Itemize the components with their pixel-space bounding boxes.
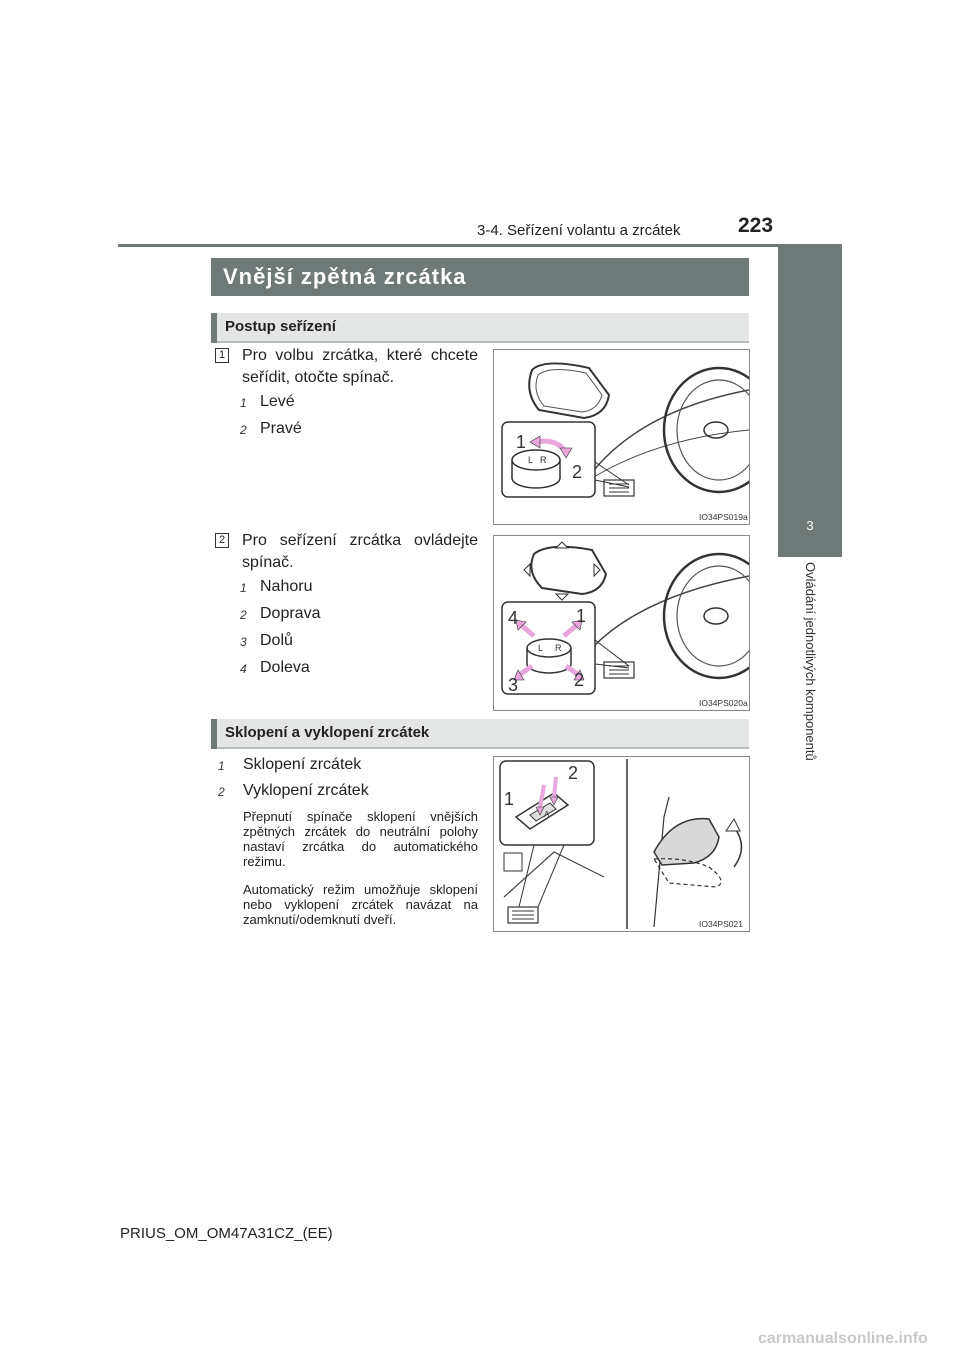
figure-mirror-fold-drawing	[494, 757, 749, 931]
item-number: 1	[240, 581, 247, 595]
item-number: 2	[240, 423, 247, 437]
header-section-title: 3-4. Seřízení volantu a zrcátek	[477, 222, 681, 239]
item-number: 2	[218, 785, 225, 799]
item-number: 4	[240, 662, 247, 676]
item-label: Vyklopení zrcátek	[243, 782, 369, 799]
step-number-box: 2	[215, 533, 229, 548]
item-label: Sklopení zrcátek	[243, 756, 362, 773]
step-text: Pro seřízení zrcátka ovládejte spínač.	[242, 532, 478, 571]
figure-callout-label: 4	[508, 608, 519, 628]
figure-callout-label: 3	[508, 675, 519, 695]
item-label: Nahoru	[260, 578, 313, 595]
switch-letter: L	[528, 455, 534, 465]
item-number: 1	[240, 396, 247, 410]
section-heading-adjust	[211, 313, 749, 343]
section-heading-fold	[211, 719, 749, 749]
figure-callout-label: 1	[504, 789, 515, 809]
chapter-number: 3	[806, 518, 814, 533]
note-neutral-position: Přepnutí spínače sklopení vnějších zpětných zrcátek do neutrální polohy nastaví zrcátka do automatického režimu.	[243, 809, 478, 869]
figure-code: IO34PS020a	[699, 698, 748, 708]
figure-callout-label: 2	[572, 462, 583, 482]
item-label: Levé	[260, 393, 295, 410]
chapter-side-label	[778, 562, 842, 802]
header-rule	[118, 244, 842, 247]
figure-mirror-fold	[493, 756, 750, 932]
section-heading-text: Sklopení a vyklopení zrcátek	[225, 724, 430, 741]
main-title-banner	[211, 258, 749, 296]
step-text: Pro volbu zrcátka, které chcete seřídit, otočte spínač.	[242, 347, 478, 386]
figure-code: IO34PS019a	[699, 512, 748, 522]
figure-mirror-select-drawing	[494, 350, 749, 524]
item-number: 1	[218, 759, 225, 773]
item-label: Pravé	[260, 420, 302, 437]
item-label: Doleva	[260, 659, 310, 676]
switch-letter: L	[538, 643, 544, 653]
figure-mirror-select	[493, 349, 750, 525]
figure-callout-label: 2	[574, 670, 585, 690]
page-number: 223	[738, 214, 774, 237]
chapter-side-label-text: Ovládání jednotlivých komponentů	[803, 562, 818, 761]
section-heading-bar	[211, 719, 217, 749]
section-heading-text: Postup seřízení	[225, 318, 336, 335]
watermark: carmanualsonline.info	[758, 1330, 928, 1347]
figure-callout-label: 2	[568, 763, 579, 783]
switch-letter: A	[544, 810, 550, 819]
figure-mirror-adjust-drawing	[494, 536, 749, 710]
figure-mirror-adjust	[493, 535, 750, 711]
figure-code: IO34PS021	[699, 919, 743, 929]
main-title: Vnější zpětná zrcátka	[223, 264, 467, 289]
section-heading-bar	[211, 313, 217, 343]
chapter-tab	[778, 245, 842, 557]
figure-callout-label: 1	[576, 606, 587, 626]
item-number: 3	[240, 635, 247, 649]
figure-callout-label: 1	[516, 432, 527, 452]
switch-letter: R	[555, 643, 562, 653]
footer-doc-code: PRIUS_OM_OM47A31CZ_(EE)	[120, 1225, 333, 1242]
switch-letter: R	[540, 455, 547, 465]
item-label: Dolů	[260, 632, 293, 649]
item-label: Doprava	[260, 605, 321, 622]
item-number: 2	[240, 608, 247, 622]
note-auto-mode: Automatický režim umožňuje sklopení nebo vyklopení zrcátek navázat na zamknutí/odemknutí dveří.	[243, 882, 478, 927]
step-number-box: 1	[215, 348, 229, 363]
